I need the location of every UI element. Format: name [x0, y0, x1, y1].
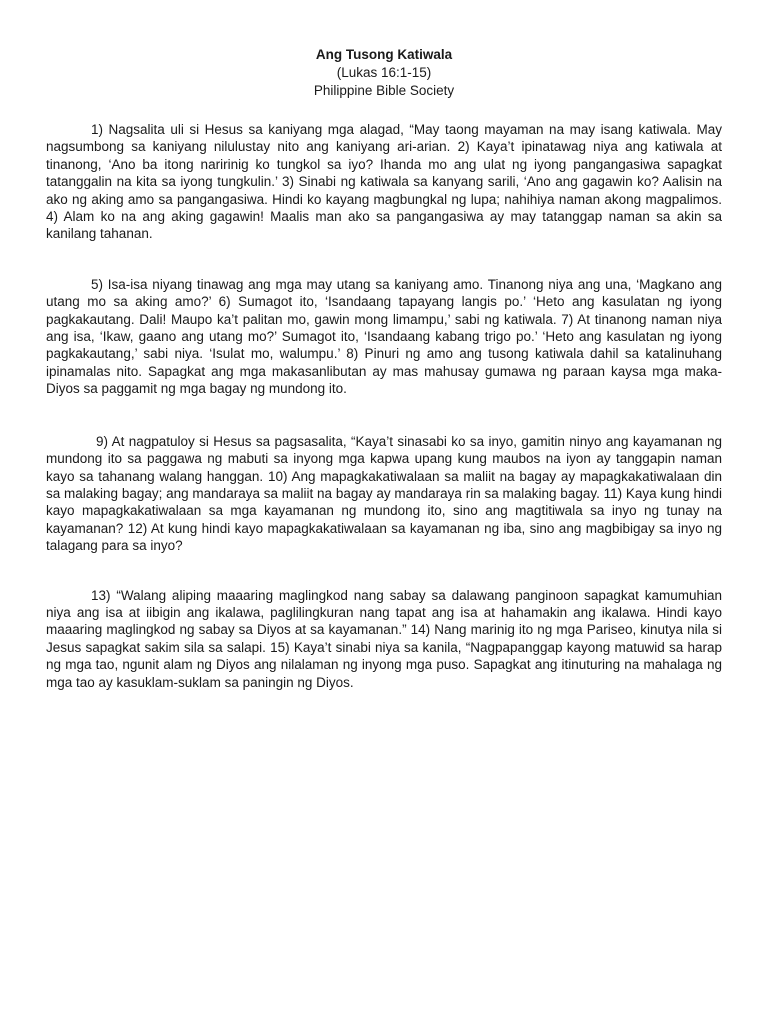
paragraph-verses-5-8: 5) Isa-isa niyang tinawag ang mga may utang sa kaniyang amo. Tinanong niya ang una, ‘Magkano ang utang mo sa aking amo?’ 6) Sumagot ito, ‘Isandaang tapayang langis po.’ ‘Heto ang kasulatan ng iyong pagkakautang. Dali! Maupo ka’t palitan mo, gawin mong limampu,’ sabi ng katiwala. 7) At tinanong naman niya ang isa, ‘Ikaw, gaano ang utang mo?’ Sumagot ito, ‘Isandaang kabang trigo po.’ ‘Heto ang kasulatan ng iyong pagkakautang,’ sabi niya. ‘Isulat mo, walumpu.’ 8) Pinuri ng amo ang tusong katiwala dahil sa katalinuhang ipinamalas nito. Sapagkat ang mga makasanlibutan ay mas mahusay gumawa ng paraan kaysa mga maka-Diyos sa paggamit ng mga bagay ng mundong ito.: [46, 276, 722, 397]
scripture-reference: (Lukas 16:1-15): [336, 65, 432, 80]
paragraph-verses-13-15: 13) “Walang aliping maaaring maglingkod nang sabay sa dalawang panginoon sapagkat kamumuhian niya ang isa at iibigin ang ikalawa, paglilingkuran nang tapat ang isa at hahamakin ang ikalawa. Hindi kayo maaaring maglingkod ng sabay sa Diyos at sa kayamanan.” 14) Nang marinig ito ng mga Pariseo, kinutya nila si Jesus sapagkat sakim sila sa salapi. 15) Kaya’t sinabi niya sa kanila, “Nagpapanggap kayong matuwid sa harap ng mga tao, ngunit alam ng Diyos ang nilalaman ng inyong mga puso. Sapagkat ang itinuturing na mahalaga ng mga tao ay kasuklam-suklam sa paningin ng Diyos.: [46, 587, 722, 690]
paragraph-verses-9-12: 9) At nagpatuloy si Hesus sa pagsasalita, “Kaya’t sinasabi ko sa inyo, gamitin ninyo ang kayamanan ng mundong ito sa paggawa ng mabuti sa inyong mga kapwa upang kung maubos na iyon ay tanggapin naman kayo sa tahanang walang hanggan. 10) Ang mapagkakatiwalaan sa maliit na bagay ay mapagkakatiwalaan din sa malaking bagay; ang mandaraya sa maliit na bagay ay mandaraya rin sa malaking bagay. 11) Kaya kung hindi kayo mapagkakatiwalaan sa mga kayamanan ng mundong ito, sino ang magtitiwala sa inyo ng tunay na kayamanan? 12) At kung hindi kayo mapagkakatiwalaan sa kayamanan ng iba, sino ang magbibigay sa inyo ng talagang para sa inyo?: [46, 433, 722, 554]
source-attribution: Philippine Bible Society: [313, 83, 455, 98]
paragraph-verses-1-4: 1) Nagsalita uli si Hesus sa kaniyang mga alagad, “May taong mayaman na may isang katiwala. May nagsumbong sa kaniyang nilulustay nito ang kaniyang ari-arian. 2) Kaya’t ipinatawag niya ang katiwala at tinanong, ‘Ano ba itong naririnig ko tungkol sa iyo? Ihanda mo ang ulat ng iyong pangangasiwa sapagkat tatanggalin na kita sa iyong tungkulin.’ 3) Sinabi ng katiwala sa kanyang sarili, ‘Ano ang gagawin ko? Aalisin na ako ng aking amo sa pangangasiwa. Hindi ko kayang magbungkal ng lupa; nahihiya naman akong magpalimos. 4) Alam ko na ang aking gagawin! Maalis man ako sa pangangasiwa ay may tatanggap naman sa akin sa kanilang tahanan.: [46, 122, 722, 242]
document-header: [46, 46, 722, 100]
document-title: Ang Tusong Katiwala: [315, 47, 453, 62]
